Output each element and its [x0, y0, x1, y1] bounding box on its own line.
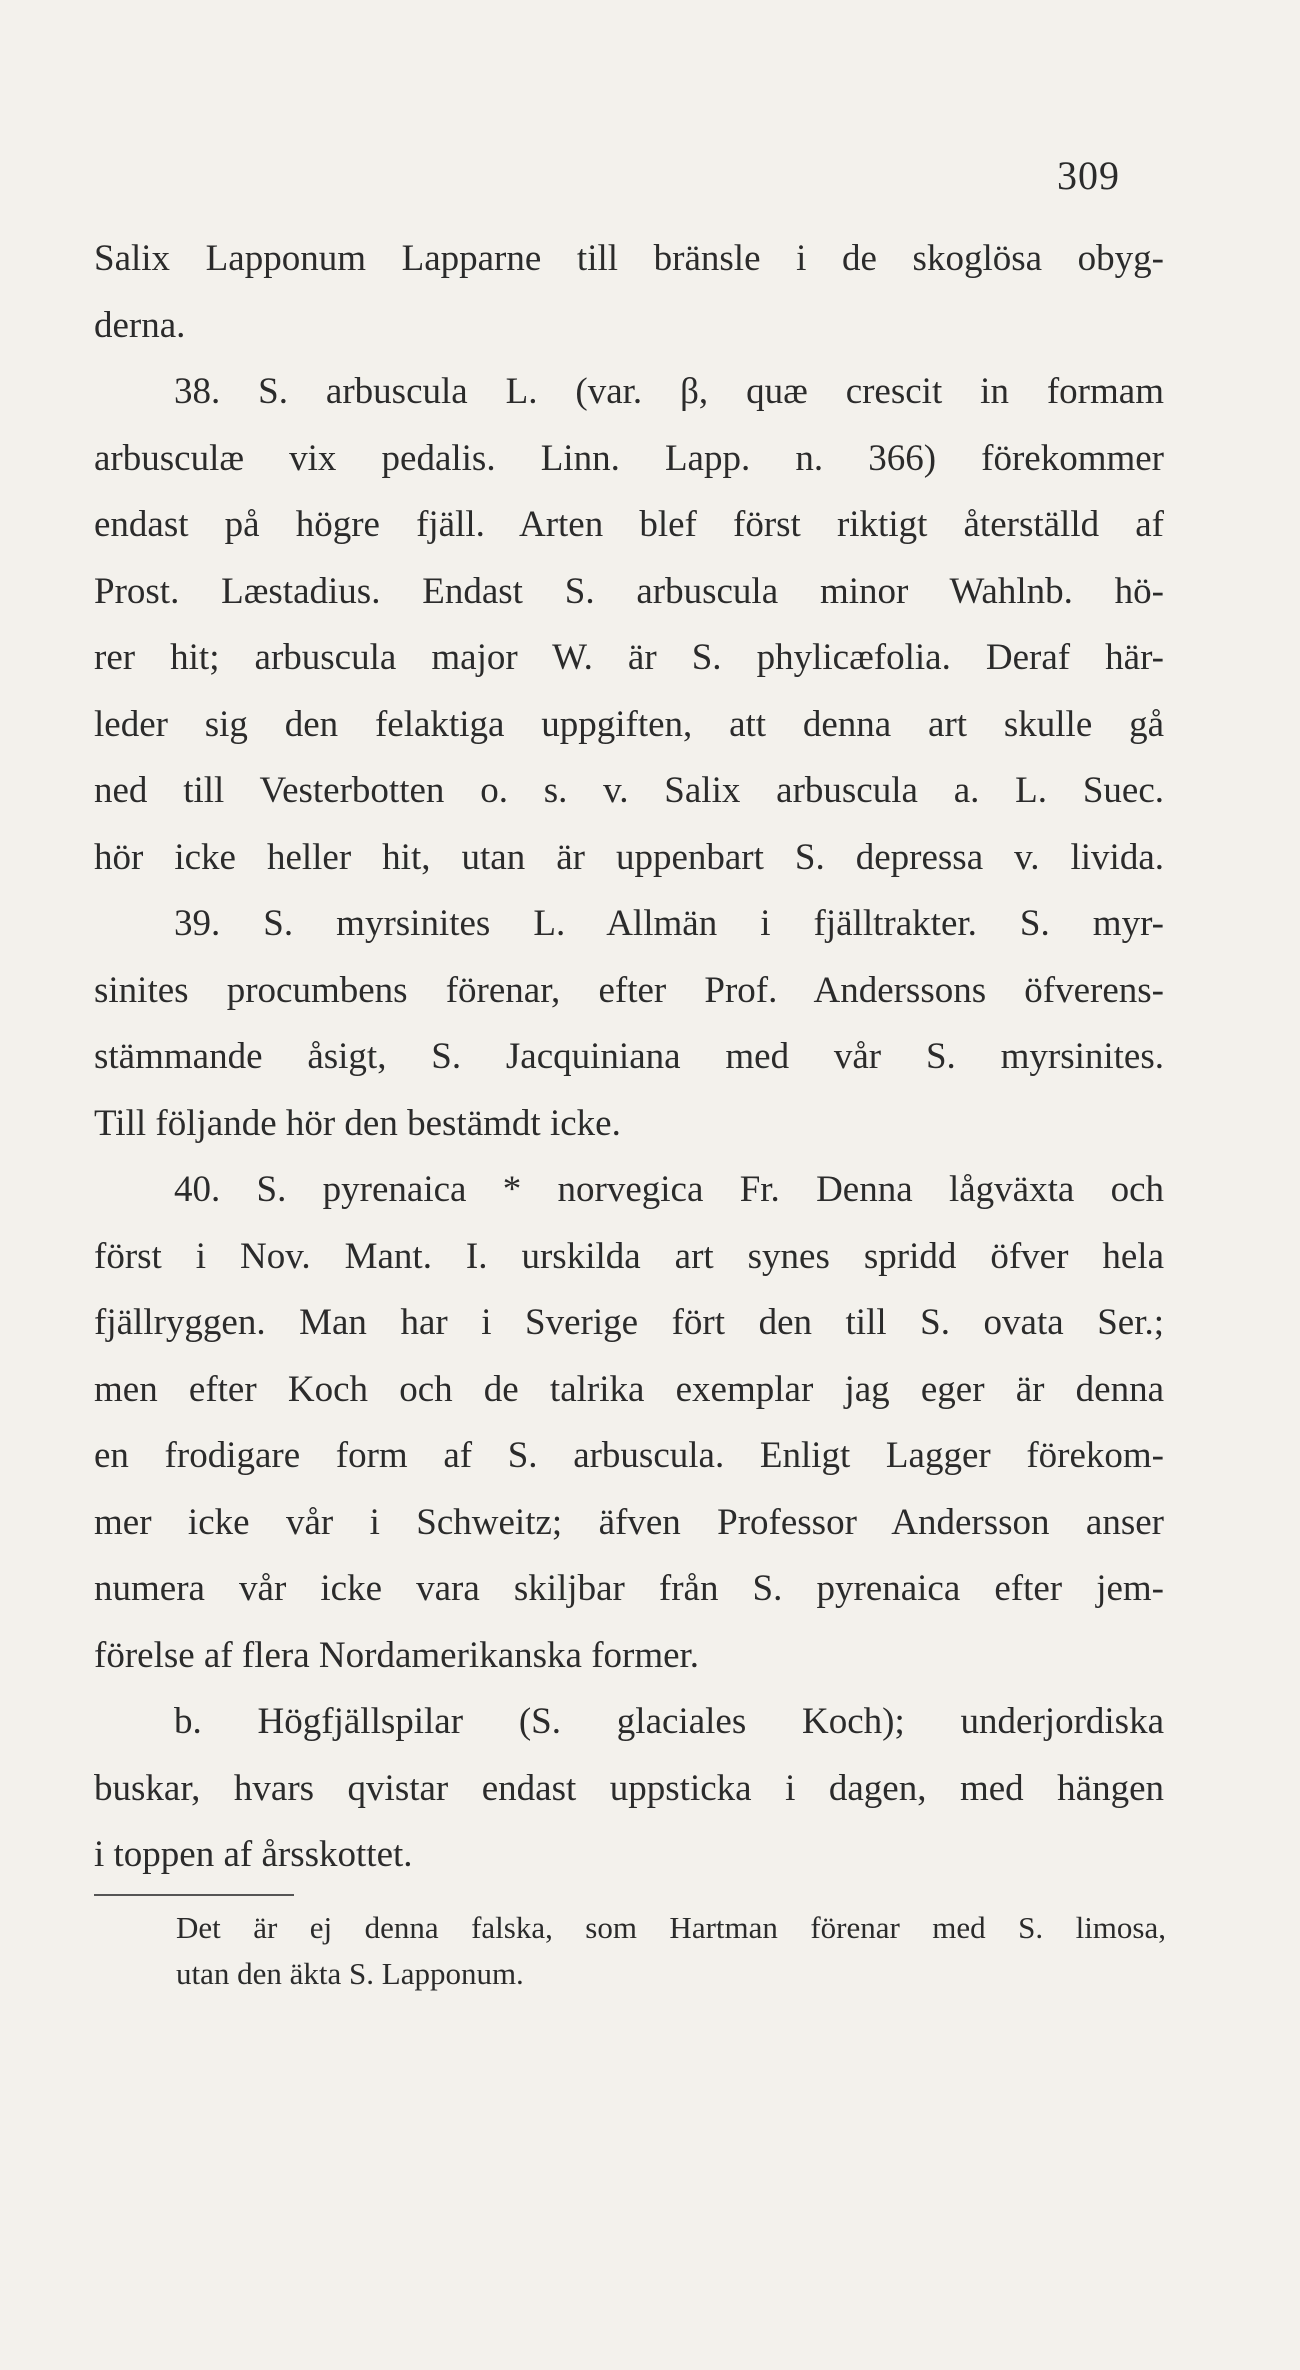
- text-line: rer hit; arbuscula major W. är S. phylicæfolia. Deraf här-: [94, 637, 1164, 678]
- text-line: 40. S. pyrenaica * norvegica Fr. Denna lågväxta och: [174, 1169, 1164, 1210]
- footnote-line: Det är ej denna falska, som Hartman förenar med S. limosa,: [176, 1910, 1166, 1945]
- text-line: i toppen af årsskottet.: [94, 1834, 413, 1875]
- text-line: b. Högfjällspilar (S. glaciales Koch); underjordiska: [174, 1701, 1164, 1742]
- text-line: förelse af flera Nordamerikanska former.: [94, 1634, 700, 1676]
- text-line: arbusculæ vix pedalis. Linn. Lapp. n. 366) förekommer: [94, 437, 1164, 479]
- text-line: buskar, hvars qvistar endast uppsticka i dagen, med hängen: [94, 1767, 1164, 1809]
- text-line: Till följande hör den bestämdt icke.: [94, 1102, 621, 1144]
- text-line: stämmande åsigt, S. Jacquiniana med vår S. myrsinites.: [94, 1036, 1164, 1077]
- text-line: först i Nov. Mant. I. urskilda art synes spridd öfver hela: [94, 1235, 1164, 1277]
- text-line: fjällryggen. Man har i Sverige fört den till S. ovata Ser.;: [94, 1302, 1164, 1343]
- text-line: men efter Koch och de talrika exemplar jag eger är denna: [94, 1368, 1164, 1410]
- text-line: sinites procumbens förenar, efter Prof. Anderssons öfverens-: [94, 969, 1164, 1011]
- body-text: [94, 226, 1164, 1889]
- footnote: [176, 1905, 1166, 1997]
- footnote-divider: [94, 1894, 294, 1896]
- text-line: numera vår icke vara skiljbar från S. pyrenaica efter jem-: [94, 1568, 1164, 1609]
- footnote-line: utan den äkta S. Lapponum.: [176, 1956, 524, 1991]
- text-line: en frodigare form af S. arbuscula. Enligt Lagger förekom-: [94, 1435, 1164, 1476]
- text-line: Prost. Læstadius. Endast S. arbuscula minor Wahlnb. hö-: [94, 570, 1164, 612]
- text-line: endast på högre fjäll. Arten blef först riktigt återställd af: [94, 504, 1164, 545]
- text-line: 38. S. arbuscula L. (var. β, quæ crescit in formam: [174, 371, 1164, 412]
- text-line: derna.: [94, 304, 186, 346]
- text-line: Salix Lapponum Lapparne till bränsle i de skoglösa obyg-: [94, 238, 1164, 279]
- text-line: 39. S. myrsinites L. Allmän i fjälltrakter. S. myr-: [174, 903, 1164, 944]
- text-line: hör icke heller hit, utan är uppenbart S. depressa v. livida.: [94, 836, 1164, 878]
- text-line: ned till Vesterbotten o. s. v. Salix arbuscula a. L. Suec.: [94, 770, 1164, 811]
- text-line: leder sig den felaktiga uppgiften, att denna art skulle gå: [94, 703, 1164, 745]
- page-number: 309: [1057, 153, 1120, 198]
- text-line: mer icke vår i Schweitz; äfven Professor Andersson anser: [94, 1501, 1164, 1543]
